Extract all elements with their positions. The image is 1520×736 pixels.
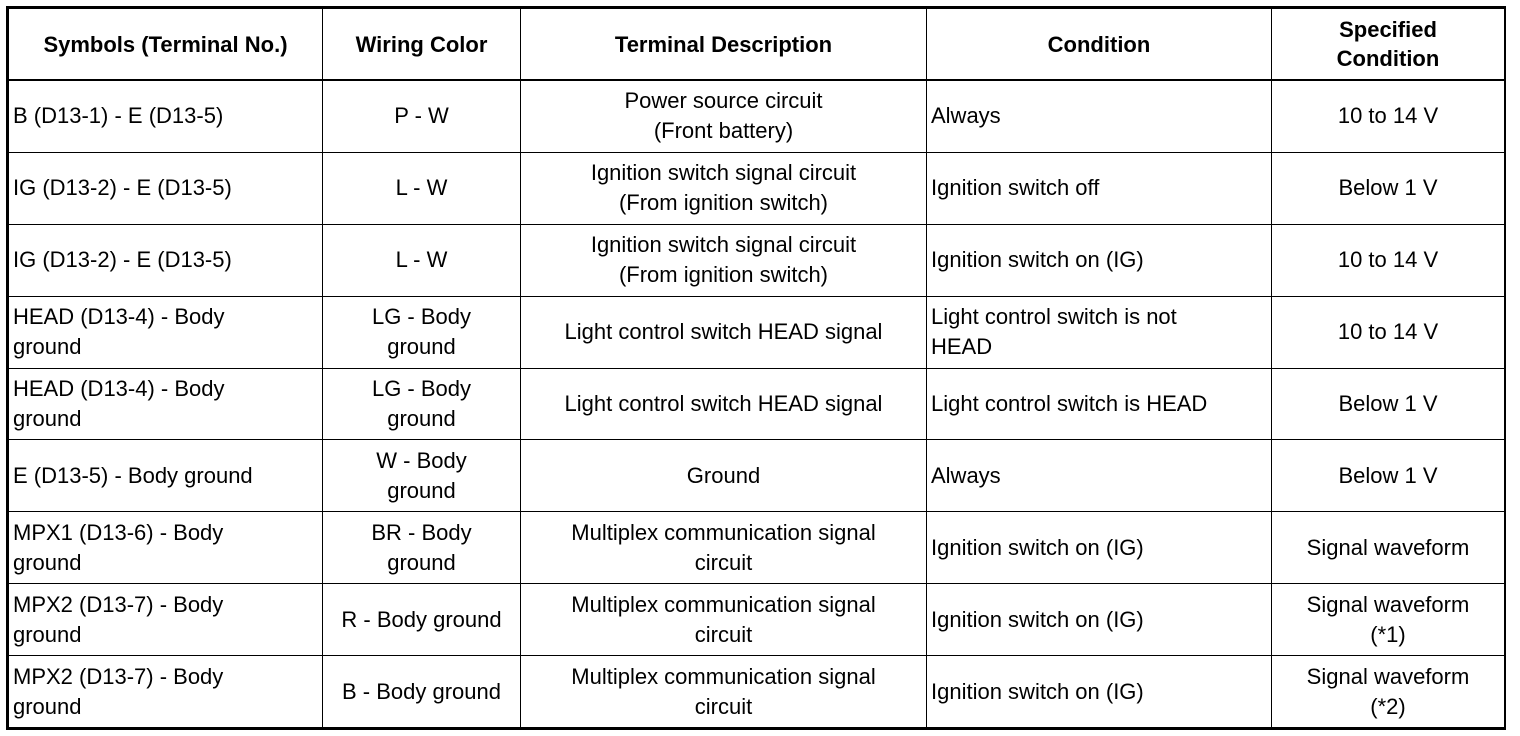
- header-condition-text: Condition: [1047, 31, 1151, 57]
- header-terminal-description: [521, 9, 927, 81]
- cell-condition-text: Ignition switch off: [931, 175, 1100, 201]
- cell-symbols: [9, 296, 323, 368]
- cell-symbols: [9, 224, 323, 296]
- cell-symbols-text: IG (D13-2) - E (D13-5): [13, 247, 232, 273]
- cell-symbols-text: MPX2 (D13-7) - Body ground: [13, 663, 224, 719]
- cell-description-text: Multiplex communication signal circuit: [571, 663, 876, 719]
- cell-specified-condition: [1272, 152, 1505, 224]
- cell-description-text: Light control switch HEAD signal: [564, 319, 883, 345]
- header-symbols-text: Symbols (Terminal No.): [43, 31, 288, 57]
- cell-specified-condition: [1272, 512, 1505, 584]
- cell-wiring-text: BR - Body ground: [371, 519, 472, 575]
- cell-symbols-text: MPX1 (D13-6) - Body ground: [13, 519, 224, 575]
- cell-wiring-color: [323, 152, 521, 224]
- cell-wiring-color: [323, 440, 521, 512]
- cell-condition-text: Always: [931, 462, 1001, 488]
- cell-specified-text: Signal waveform (*2): [1306, 663, 1470, 719]
- cell-specified-text: Below 1 V: [1338, 462, 1438, 488]
- cell-wiring-color: [323, 224, 521, 296]
- terminal-inspection-table: [8, 8, 1505, 728]
- table-row: [9, 656, 1505, 728]
- cell-wiring-color: [323, 80, 521, 152]
- cell-symbols: [9, 368, 323, 440]
- cell-symbols-text: IG (D13-2) - E (D13-5): [13, 175, 232, 201]
- cell-terminal-description: [521, 656, 927, 728]
- cell-condition: [927, 368, 1272, 440]
- cell-symbols-text: MPX2 (D13-7) - Body ground: [13, 591, 224, 647]
- cell-symbols: [9, 512, 323, 584]
- table-row: [9, 224, 1505, 296]
- cell-condition: [927, 584, 1272, 656]
- cell-terminal-description: [521, 368, 927, 440]
- cell-symbols-text: B (D13-1) - E (D13-5): [13, 103, 224, 129]
- cell-condition-text: Light control switch is HEAD: [931, 390, 1208, 416]
- cell-wiring-text: B - Body ground: [342, 678, 501, 704]
- cell-condition: [927, 296, 1272, 368]
- cell-wiring-text: P - W: [394, 103, 449, 129]
- cell-specified-condition: [1272, 368, 1505, 440]
- table-body: [9, 80, 1505, 728]
- cell-symbols: [9, 440, 323, 512]
- cell-description-text: Ignition switch signal circuit (From ignition switch): [590, 232, 857, 288]
- table-row: [9, 296, 1505, 368]
- header-condition: [927, 9, 1272, 81]
- header-symbols: [9, 9, 323, 81]
- cell-terminal-description: [521, 80, 927, 152]
- cell-wiring-color: [323, 584, 521, 656]
- cell-specified-condition: [1272, 224, 1505, 296]
- cell-description-text: Ignition switch signal circuit (From ignition switch): [590, 160, 857, 216]
- cell-condition-text: Light control switch is not HEAD: [931, 304, 1177, 360]
- cell-specified-condition: [1272, 80, 1505, 152]
- cell-wiring-color: [323, 656, 521, 728]
- cell-terminal-description: [521, 152, 927, 224]
- cell-specified-text: Signal waveform (*1): [1306, 591, 1470, 647]
- cell-symbols: [9, 656, 323, 728]
- cell-condition-text: Ignition switch on (IG): [931, 247, 1144, 273]
- cell-specified-condition: [1272, 296, 1505, 368]
- table-row: [9, 584, 1505, 656]
- cell-wiring-text: L - W: [395, 175, 448, 201]
- header-description-text: Terminal Description: [614, 31, 833, 57]
- table-row: [9, 80, 1505, 152]
- cell-condition: [927, 152, 1272, 224]
- header-wiring-color: [323, 9, 521, 81]
- cell-description-text: Multiplex communication signal circuit: [571, 591, 876, 647]
- cell-symbols-text: HEAD (D13-4) - Body ground: [13, 304, 225, 360]
- cell-terminal-description: [521, 512, 927, 584]
- cell-terminal-description: [521, 224, 927, 296]
- cell-description-text: Power source circuit (Front battery): [624, 88, 823, 144]
- cell-specified-text: Below 1 V: [1338, 390, 1438, 416]
- table-row: [9, 152, 1505, 224]
- cell-specified-text: Signal waveform: [1306, 534, 1470, 560]
- cell-wiring-text: W - Body ground: [376, 447, 467, 503]
- cell-symbols: [9, 152, 323, 224]
- cell-condition: [927, 224, 1272, 296]
- table-header-row: [9, 9, 1505, 81]
- cell-description-text: Ground: [686, 462, 761, 488]
- cell-description-text: Multiplex communication signal circuit: [571, 519, 876, 575]
- cell-specified-condition: [1272, 584, 1505, 656]
- cell-condition: [927, 440, 1272, 512]
- cell-wiring-text: R - Body ground: [341, 606, 502, 632]
- cell-condition-text: Ignition switch on (IG): [931, 678, 1144, 704]
- table-row: [9, 440, 1505, 512]
- cell-condition: [927, 512, 1272, 584]
- cell-specified-text: Below 1 V: [1338, 175, 1438, 201]
- cell-specified-text: 10 to 14 V: [1337, 103, 1439, 129]
- header-specified-text: Specified Condition: [1336, 17, 1440, 71]
- cell-condition-text: Ignition switch on (IG): [931, 606, 1144, 632]
- cell-symbols: [9, 80, 323, 152]
- cell-specified-condition: [1272, 656, 1505, 728]
- cell-condition-text: Ignition switch on (IG): [931, 534, 1144, 560]
- cell-condition: [927, 80, 1272, 152]
- cell-symbols-text: HEAD (D13-4) - Body ground: [13, 375, 225, 431]
- cell-terminal-description: [521, 296, 927, 368]
- cell-description-text: Light control switch HEAD signal: [564, 390, 883, 416]
- cell-specified-text: 10 to 14 V: [1337, 247, 1439, 273]
- cell-symbols: [9, 584, 323, 656]
- cell-wiring-text: L - W: [395, 247, 448, 273]
- table-row: [9, 512, 1505, 584]
- cell-specified-condition: [1272, 440, 1505, 512]
- cell-terminal-description: [521, 440, 927, 512]
- cell-terminal-description: [521, 584, 927, 656]
- terminal-table-frame: [6, 6, 1506, 730]
- header-wiring-text: Wiring Color: [355, 31, 488, 57]
- cell-wiring-color: [323, 512, 521, 584]
- cell-wiring-text: LG - Body ground: [371, 375, 472, 431]
- cell-specified-text: 10 to 14 V: [1337, 319, 1439, 345]
- cell-condition: [927, 656, 1272, 728]
- cell-condition-text: Always: [931, 103, 1001, 129]
- cell-wiring-color: [323, 296, 521, 368]
- cell-wiring-color: [323, 368, 521, 440]
- cell-symbols-text: E (D13-5) - Body ground: [13, 462, 253, 488]
- header-specified-condition: [1272, 9, 1505, 81]
- table-row: [9, 368, 1505, 440]
- cell-wiring-text: LG - Body ground: [371, 304, 472, 360]
